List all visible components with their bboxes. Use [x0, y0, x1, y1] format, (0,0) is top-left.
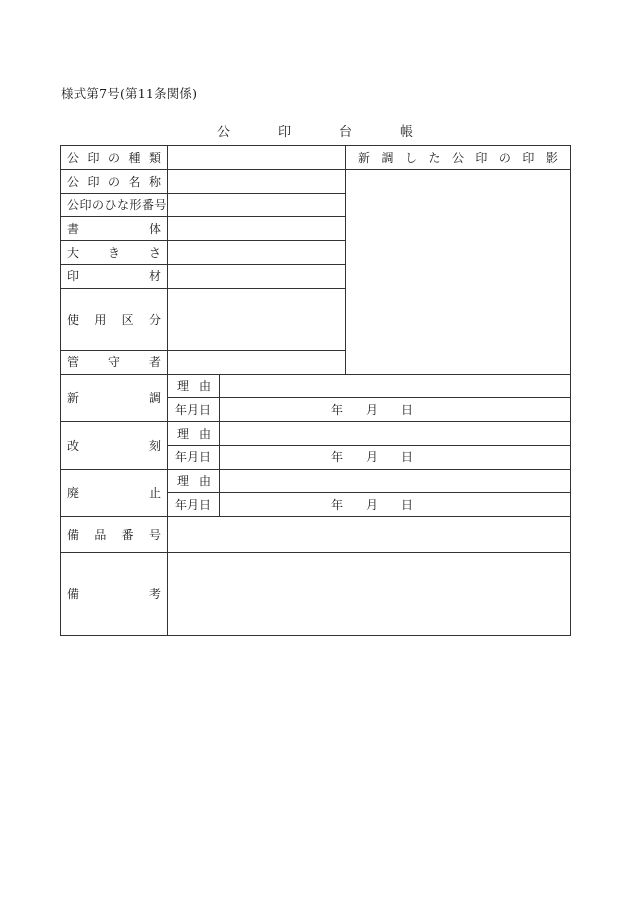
title-char: 台 [339, 125, 353, 140]
label-char: 理 [177, 474, 190, 488]
label-new [67, 391, 161, 405]
date-month-unit: 月 [366, 403, 379, 417]
label-char: 公 [67, 175, 80, 189]
label-char: 新 [67, 391, 80, 405]
label-char: 由 [198, 379, 211, 393]
label-char: 理 [177, 427, 190, 441]
label-char: 由 [198, 474, 211, 488]
form-number: 様式第7号(第11条関係) [61, 86, 198, 101]
label-seal-name [67, 175, 161, 189]
label-char: の [107, 175, 120, 189]
label-size [67, 246, 161, 260]
date-year-unit: 年 [331, 498, 344, 512]
label-recarve [67, 439, 161, 453]
label-char: 体 [148, 222, 161, 236]
label-char: 者 [148, 355, 161, 369]
header-char: 印 [475, 151, 488, 165]
label-char: 止 [148, 486, 161, 500]
label-char: 番 [121, 528, 134, 542]
label-char: 称 [148, 175, 161, 189]
label-char: 改 [67, 439, 80, 453]
sublabel-abolish-reason [177, 474, 211, 488]
header-char: 公 [451, 151, 464, 165]
label-char: 備 [67, 587, 80, 601]
label-char: 種 [128, 151, 141, 165]
label-hinagata-number: 公印のひな形番号 [67, 198, 168, 212]
label-typeface [67, 222, 161, 236]
label-char: 理 [177, 379, 190, 393]
label-char: 廃 [67, 486, 80, 500]
label-char: 大 [67, 246, 80, 260]
label-char: 公 [67, 151, 80, 165]
sublabel-recarve-date: 年月日 [175, 450, 212, 464]
label-char: 用 [94, 313, 107, 327]
label-char: 区 [121, 313, 134, 327]
label-char: 由 [198, 427, 211, 441]
sublabel-recarve-reason [177, 427, 211, 441]
label-char: 印 [67, 269, 80, 283]
header-char: 影 [545, 151, 558, 165]
label-char: 品 [94, 528, 107, 542]
header-char: 印 [522, 151, 535, 165]
header-char: し [404, 151, 417, 165]
date-year-unit: 年 [331, 403, 344, 417]
date-month-unit: 月 [366, 450, 379, 464]
label-char: 備 [67, 528, 80, 542]
sublabel-abolish-date: 年月日 [175, 498, 212, 512]
header-char: た [428, 151, 441, 165]
label-char: 分 [148, 313, 161, 327]
label-keeper [67, 355, 161, 369]
label-material [67, 269, 161, 283]
impression-header [358, 151, 558, 165]
label-remarks [67, 587, 161, 601]
date-day-unit: 日 [401, 450, 414, 464]
label-char: さ [148, 246, 161, 260]
date-day-unit: 日 [401, 403, 414, 417]
label-usage-category [67, 313, 161, 327]
label-abolish [67, 486, 161, 500]
label-char: 書 [67, 222, 80, 236]
date-day-unit: 日 [401, 498, 414, 512]
label-char: の [107, 151, 120, 165]
label-char: 号 [148, 528, 161, 542]
label-char: き [107, 246, 120, 260]
label-char: 材 [148, 269, 161, 283]
date-year-unit: 年 [331, 450, 344, 464]
label-char: 刻 [148, 439, 161, 453]
label-char: 考 [148, 587, 161, 601]
label-char: 守 [107, 355, 120, 369]
date-month-unit: 月 [366, 498, 379, 512]
sublabel-new-date: 年月日 [175, 403, 212, 417]
title-char: 公 [216, 125, 230, 140]
sublabel-new-reason [177, 379, 211, 393]
label-char: 名 [128, 175, 141, 189]
label-char: 管 [67, 355, 80, 369]
label-char: 印 [87, 151, 100, 165]
header-char: 調 [381, 151, 394, 165]
label-equipment-number [67, 528, 161, 542]
label-char: 使 [67, 313, 80, 327]
label-char: 調 [148, 391, 161, 405]
title-char: 印 [277, 125, 291, 140]
header-char: の [498, 151, 511, 165]
label-char: 印 [87, 175, 100, 189]
header-char: 新 [358, 151, 371, 165]
title-char: 帳 [400, 125, 414, 140]
label-seal-kind [67, 151, 161, 165]
label-char: 類 [148, 151, 161, 165]
